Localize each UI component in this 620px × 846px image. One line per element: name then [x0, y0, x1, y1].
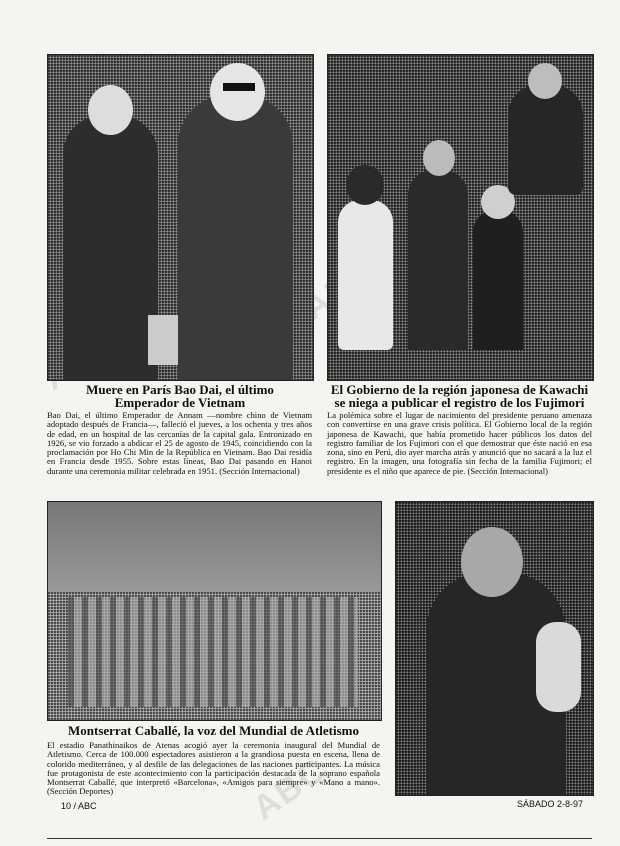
crowd-area	[48, 502, 381, 592]
child-figure	[338, 200, 393, 350]
bottom-rule	[47, 838, 592, 839]
figure-head	[346, 165, 384, 205]
page-label: 10 / ABC	[61, 801, 97, 811]
singer-head	[461, 527, 523, 597]
watermark: ABC	[246, 750, 334, 828]
article-body-caballe: El estadio Panathinaikos de Atenas acogió ayer la ceremonia inaugural del Mundial de Atletismo. Cerca de 100.000 espectadores asistieron a la grandiosa puesta en escena, llena de colorido mediterráneo, y al desfile de las delegaciones de las naciones participantes. La música fue protagonista de este acontecimiento con la participación destacada de la soprano española Montserrat Caballé, que interpretó «Barcelona», «Amigos para siempre» y «Mano a mano». (Sección Deportes)	[47, 740, 380, 797]
figure-head	[210, 63, 265, 121]
headline-bao-dai: Muere en París Bao Dai, el último Emperador de Vietnam	[86, 382, 274, 410]
figure-silhouette	[178, 95, 293, 380]
figure-detail	[536, 622, 581, 712]
child-figure	[473, 210, 523, 350]
headline-caballe: Montserrat Caballé, la voz del Mundial de Atletismo	[67, 723, 360, 738]
fujimori-family-photo	[327, 54, 594, 381]
figure-detail	[148, 315, 178, 365]
article-body-bao-dai: Bao Dai, el último Emperador de Annam —nombre chino de Vietnam adoptado después de Francia—, falleció el jueves, a los ochenta y tres años de edad, en un hospital de las cercanías de la capital gala. Entronizado en 1926, se vio forzado a abdicar el 25 de agosto de 1945, coincidiendo con la proclamación por Ho Chi Min de la República en Vietnam. Bao Dai residía en Francia desde 1955. Sobre estas líneas, Bao Dai pasando en Hanoi durante una ceremonia militar celebrada en 1951. (Sección Internacional)	[47, 410, 312, 476]
sunglasses	[223, 83, 255, 91]
adult-figure	[508, 85, 583, 195]
issue-date: SÁBADO 2-8-97	[517, 799, 584, 809]
figure-silhouette	[63, 115, 158, 380]
figure-head	[528, 63, 562, 99]
parade-participants	[68, 597, 358, 707]
stadium-ceremony-photo	[47, 501, 382, 721]
bao-dai-photo	[47, 54, 314, 381]
adult-figure	[408, 170, 468, 350]
caballe-photo	[395, 501, 594, 796]
figure-head	[88, 85, 133, 135]
article-body-fujimori: La polémica sobre el lugar de nacimiento del presidente peruano amenaza con convertirse en una grave crisis política. El Gobierno local de la región japonesa de Kawachi, que había prometido hacer públicos los datos del registro familiar de los Fujimori con el que demostrar que éste nació en esa zona, sino en Perú, dio ayer marcha atrás y anunció que no sacará a la luz el registro. En la imagen, una fotografía sin fecha de la familia Fujimori; el presidente es el niño que aparece de pie. (Sección Internacional)	[327, 410, 592, 476]
figure-head	[423, 140, 455, 176]
headline-fujimori: El Gobierno de la región japonesa de Kawachi se niega a publicar el registro de los Fujimori	[330, 382, 589, 410]
